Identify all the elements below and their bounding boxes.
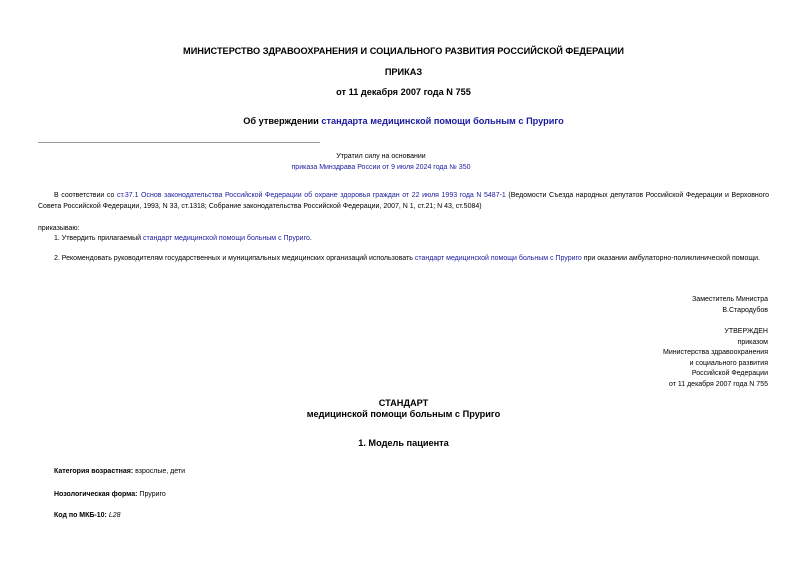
signature-position: Заместитель Министра [692,296,768,303]
order-item-2 [38,254,769,265]
preamble-prefix: В соответствии со [54,192,117,199]
order-date-number: от 11 декабря 2007 года N 755 [336,87,471,97]
approval-line: приказом [737,338,768,346]
approval-line: и социального развития [689,359,768,367]
preamble-suffix: (Ведомости Съезда народных депутатов Российской Федерации и Верховного Совета Российской Федерации, 1993, N 33, ст.1318; Собрание законодательства Российской Федерации, 2007, N 1, ст.21; N 43, ст.5084) [38,192,769,210]
item1-suffix: . [309,235,312,242]
order-title [0,116,807,126]
revocation-link[interactable]: приказа Минздрава России от 9 июля 2024 года № 350 [291,163,471,171]
approval-line: УТВЕРЖДЕН [724,328,768,335]
order-word: приказываю: [38,225,80,232]
nosology-value: Пруриго [137,491,166,498]
preamble-paragraph [38,191,769,212]
icd-value: L28 [108,512,121,519]
revocation-text: Утратил силу на основании [336,153,426,160]
approval-line: Российской Федерации [691,370,768,377]
age-category [54,468,185,475]
ministry-heading: МИНИСТЕРСТВО ЗДРАВООХРАНЕНИЯ И СОЦИАЛЬНОГО РАЗВИТИЯ РОССИЙСКОЙ ФЕДЕРАЦИИ [183,46,624,56]
standard-subtitle: медицинской помощи больным с Пруриго [306,409,501,419]
divider-line [38,142,320,143]
approval-line: Министерства здравоохранения [663,349,768,356]
item2-prefix: 2. Рекомендовать руководителям государственных и муниципальных медицинских организаций использовать [54,255,415,262]
signature-name: В.Стародубов [722,306,768,314]
order-item-1 [54,234,312,245]
age-value: взрослые, дети [133,468,186,475]
signature-block [692,295,768,316]
section-heading: 1. Модель пациента [358,438,449,448]
doc-type-heading: ПРИКАЗ [384,67,423,77]
icd-code [54,512,121,519]
revocation-note [0,152,762,173]
nosology-form [54,491,166,498]
order-title-prefix: Об утверждении [243,116,322,126]
nosology-label: Нозологическая форма: [54,491,138,498]
order-title-link[interactable]: стандарта медицинской помощи больным с Пруриго [321,116,564,126]
standard-link-2[interactable]: стандарт медицинской помощи больным с Пруриго [414,255,582,262]
age-label: Категория возрастная: [54,468,134,475]
standard-title: СТАНДАРТ [378,398,429,408]
icd-label: Код по МКБ-10: [54,512,107,519]
standard-link-1[interactable]: стандарт медицинской помощи больным с Пруриго [142,235,310,242]
approval-line: от 11 декабря 2007 года N 755 [668,380,768,388]
law-article-link[interactable]: ст.37.1 Основ законодательства Российской Федерации об охране здоровья граждан от 22 июля 1993 года N 5487-1 [116,192,506,199]
approval-block [663,327,768,390]
item2-suffix: при оказании амбулаторно-поликлинической помощи. [581,255,760,262]
item1-prefix: 1. Утвердить прилагаемый [54,235,143,242]
